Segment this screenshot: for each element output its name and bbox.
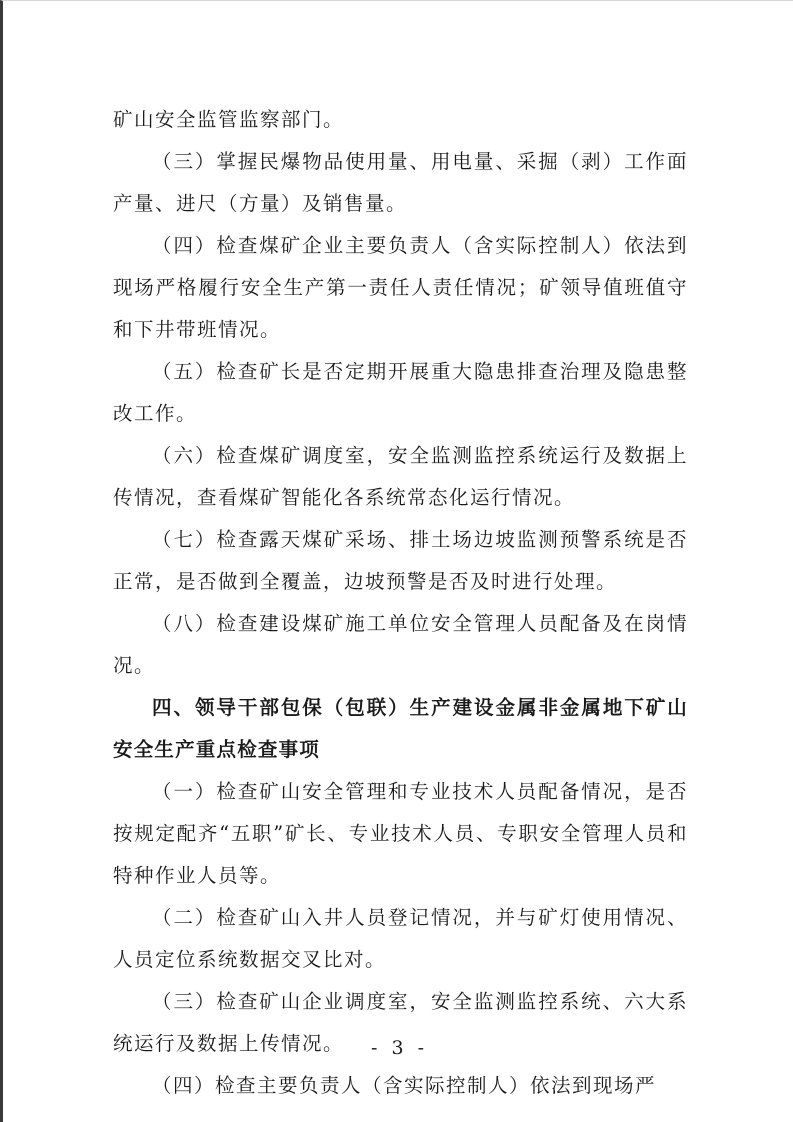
paragraph-10: （二）检查矿山入井人员登记情况，并与矿灯使用情况、人员定位系统数据交叉比对。 [113,906,688,971]
paragraph-11: （三）检查矿山企业调度室，安全监测监控系统、六大系统运行及数据上传情况。 [113,990,688,1055]
paragraph-1: 矿山安全监管监察部门。 [113,108,345,131]
paragraph-12: （四）检查主要负责人（含实际控制人）依法到现场严 [152,1074,657,1097]
document-body [113,99,688,1107]
paragraph-9: （一）检查矿山安全管理和专业技术人员配备情况，是否按规定配齐“五职”矿长、专业技术人员、专职安全管理人员和特种作业人员等。 [113,780,688,887]
paragraph-5: （六）检查煤矿调度室，安全监测监控系统运行及数据上传情况，查看煤矿智能化各系统常态化运行情况。 [113,444,688,509]
paragraph-4: （五）检查矿长是否定期开展重大隐患排查治理及隐患整改工作。 [113,360,688,425]
paragraph-7: （八）检查建设煤矿施工单位安全管理人员配备及在岗情况。 [113,612,688,677]
paragraph-6: （七）检查露天煤矿采场、排土场边坡监测预警系统是否正常，是否做到全覆盖，边坡预警是否及时进行处理。 [113,528,688,593]
section-heading: 四、领导干部包保（包联）生产建设金属非金属地下矿山安全生产重点检查事项 [113,696,688,761]
page-number: - 3 - [370,1037,428,1059]
paragraph-3: （四）检查煤矿企业主要负责人（含实际控制人）依法到现场严格履行安全生产第一责任人责任情况；矿领导值班值守和下井带班情况。 [113,234,688,341]
paragraph-2: （三）掌握民爆物品使用量、用电量、采掘（剥）工作面产量、进尺（方量）及销售量。 [113,150,688,215]
